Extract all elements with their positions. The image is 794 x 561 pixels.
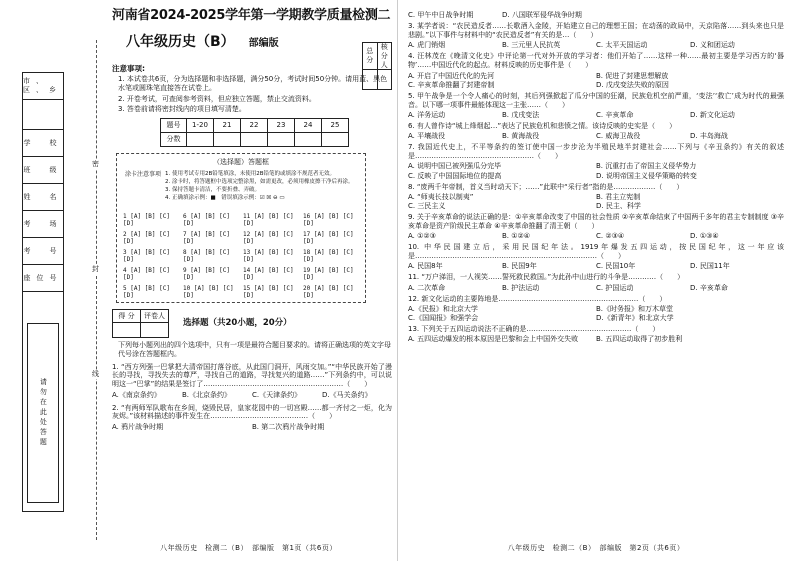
option: D. 八国联军侵华战争时期 <box>502 11 582 19</box>
section-header <box>112 309 392 338</box>
score-table-header: 25 <box>322 119 349 133</box>
option: B. 三元里人民抗英 <box>502 41 561 50</box>
score-table-header: 题号 <box>161 119 187 133</box>
option: D. 新文化运动 <box>690 110 735 119</box>
score-table-header: 24 <box>295 119 322 133</box>
question-text: 3. 某学者说：“农民造反者……长歌酒入金陵，开始建立自己的理想王国；在动荡的政局中，天京陷落……到头来也只是悲剧。”以下事件与材料中的“农民造反者”有关的是…（ ） <box>408 22 784 40</box>
answer-card-note: 2. 涂卡时，将答题框中选项完整涂黑，如需更改，必须用橡皮擦干净后再涂。 <box>165 178 354 185</box>
question-options <box>408 11 784 20</box>
score-table-cell[interactable] <box>214 133 241 147</box>
bubble-row[interactable]: 3 [A] [B] [C] [D] <box>123 248 170 264</box>
strip-field-class: 班 级 <box>23 157 63 184</box>
option: D. 民国11年 <box>690 262 730 271</box>
option: C. 辛亥革命 <box>596 110 634 119</box>
option: A. 二次革命 <box>408 283 446 292</box>
question-text: 11. “万户涕泪，一人视笑……誓死救民救国。”为此孙中山进行的斗争是…………（ ） <box>408 273 685 282</box>
notice <box>112 64 392 114</box>
question-options <box>408 162 784 180</box>
page-footer: 八年级历史 检测二（B） 部编版 第1页（共6页） <box>160 544 337 553</box>
option: B. ①②④ <box>502 232 531 241</box>
notice-item: 3. 答卷前请将密封线内的项目填写清楚。 <box>118 105 246 114</box>
total-score-box <box>362 42 392 90</box>
bubble-row[interactable]: 9 [A] [B] [C] [D] <box>183 266 230 282</box>
bubble-row[interactable]: 8 [A] [B] [C] [D] <box>183 248 230 264</box>
cut-word-feng: 封 <box>92 265 99 273</box>
question-text: 7. 我国近代史上，不平等条约的签订使中国一步步沦为半殖民地半封建社会……下列与《辛丑条约》有关的叙述是……………………………………………（ ） <box>408 143 784 161</box>
subject-name: 八年级历史（B） <box>126 34 235 51</box>
option: D.《新青年》和北京大学 <box>596 313 674 322</box>
page-one-content <box>112 8 392 432</box>
score-table <box>160 118 349 147</box>
answer-card-label: 涂卡注意事项 <box>125 171 162 179</box>
option: B. 促进了封建思想解放 <box>596 71 669 80</box>
option: A.《南京条约》 <box>112 390 161 399</box>
option: A. 开启了中国近代化的先河 <box>408 71 495 80</box>
option: A. 虎门销烟 <box>408 41 446 50</box>
question-text: 2. “有两师军队歌布在乡间，烧毁民居，皇家花园中的一切宫殿……都一齐付之一炬，化为灰烬。”该材料描述的事件发生在……………………………………（ ） <box>112 403 392 421</box>
question-text: 4. 汪林茂在《晚清文化史》中评论第一代对外开放的学习者：他们开始了……这样一种……最初主要是学习西方的‘器物’……中国近代化的起点。材料反映的历史事件是（ ） <box>408 52 784 70</box>
option: C. 反映了中国国际地位的提高 <box>408 171 502 180</box>
notice-heading: 注意事项: <box>112 63 145 73</box>
option: B. 民国9年 <box>502 262 537 271</box>
bubble-row[interactable]: 6 [A] [B] [C] [D] <box>183 212 230 228</box>
question-text: 12. 新文化运动的主要阵地是……………………………………………………（ ） <box>408 294 667 303</box>
option: B. 第二次鸦片战争时期 <box>252 423 325 432</box>
notice-item: 2. 开卷考试，可查阅参考资料，但应独立答题，禁止交流资料。 <box>118 94 316 103</box>
bubble-row[interactable]: 19 [A] [B] [C] [D] <box>303 266 354 282</box>
cut-line <box>96 40 97 540</box>
page-two <box>397 0 794 561</box>
option: A. 平壤战役 <box>408 132 446 141</box>
bubble-row[interactable]: 1 [A] [B] [C] [D] <box>123 212 170 228</box>
option: B. 戊戌变法 <box>502 110 540 119</box>
option: B.《时务报》和万木草堂 <box>596 304 674 313</box>
answer-card-heading: （选择题）答题框 <box>213 158 269 167</box>
score-table-header: 1-20 <box>187 119 214 133</box>
edition: 部编版 <box>248 38 279 50</box>
option: A. 民国8年 <box>408 262 443 271</box>
option: D. 辛亥革命 <box>690 283 728 292</box>
seal-box <box>27 323 59 503</box>
option: C. 护国运动 <box>596 283 634 292</box>
section-score-cell[interactable] <box>113 323 141 338</box>
bubble-grid <box>123 213 359 300</box>
option: C. 威海卫战役 <box>596 132 641 141</box>
score-table-header: 23 <box>268 119 295 133</box>
score-table-cell[interactable] <box>295 133 322 147</box>
strip-blank <box>23 100 63 130</box>
checker-cell[interactable] <box>377 70 392 90</box>
answer-card-note: 4. 正确填涂示例：■ 错误填涂示例：☑ ☒ ⊖ ▭ <box>165 194 285 201</box>
answer-card-note: 3. 保持答题卡清洁，不要折叠、弄破。 <box>165 186 260 193</box>
option: A. 鸦片战争时期 <box>112 423 164 432</box>
strip-field-seat: 座位号 <box>23 265 63 292</box>
notice-item: 1. 本试卷共6页，分为选择题和非选择题，满分50分，考试时间50分钟。请用蓝、黑色水笔或圆珠笔直接答在试卷上。 <box>118 75 388 92</box>
bubble-row[interactable]: 15 [A] [B] [C] [D] <box>243 284 294 300</box>
strip-field-school: 学 校 <box>23 130 63 157</box>
answer-card-notes <box>123 171 359 203</box>
bubble-row[interactable]: 5 [A] [B] [C] [D] <box>123 284 170 300</box>
bubble-row[interactable]: 13 [A] [B] [C] [D] <box>243 248 294 264</box>
strip-field-room: 考 场 <box>23 211 63 238</box>
section-score-box <box>112 309 169 338</box>
option: C. 三民主义 <box>408 201 446 210</box>
bubble-row[interactable]: 17 [A] [B] [C] [D] <box>303 230 354 246</box>
option: C. 民国10年 <box>596 262 636 271</box>
bubble-row[interactable]: 11 [A] [B] [C] [D] <box>243 212 294 228</box>
section-note: 下列每小题列出的四个选项中，只有一项是最符合题目要求的。请将正确选项的英文字母代号涂在答题框内。 <box>118 341 391 358</box>
score-table-cell[interactable] <box>268 133 295 147</box>
page-two-content <box>408 10 784 344</box>
bubble-row[interactable]: 2 [A] [B] [C] [D] <box>123 230 170 246</box>
question-options <box>408 232 784 241</box>
seal-text: 请勿在此处答题 <box>39 378 48 448</box>
score-table-cell[interactable] <box>322 133 349 147</box>
option: A. 洋务运动 <box>408 110 446 119</box>
strip-field-district: 市、区、乡 <box>23 73 63 100</box>
section-grader-header: 评卷人 <box>141 310 169 323</box>
option: A. 五四运动爆发的根本原因是巴黎和会上中国外交失败 <box>408 335 579 343</box>
question-options <box>408 262 784 271</box>
question-text: 9. 关于辛亥革命的说法正确的是：①辛亥革命改变了中国的社会性质 ②辛亥革命结束了中国两千多年的君主专制制度 ③辛亥革命是资产阶级民主革命 ④辛亥革命推翻了清王朝（ ） <box>408 212 784 230</box>
bubble-row[interactable]: 7 [A] [B] [C] [D] <box>183 230 230 246</box>
score-table-cell[interactable] <box>241 133 268 147</box>
bubble-row[interactable]: 14 [A] [B] [C] [D] <box>243 266 294 282</box>
option: B. 五四运动取得了初步胜利 <box>596 335 683 343</box>
exam-title: 河南省2024-2025学年第一学期教学质量检测二 <box>112 8 391 23</box>
section-score-header: 得 分 <box>113 310 141 323</box>
question-text: 13. 下列关于五四运动说法不正确的是………………………………………（ ） <box>408 324 660 333</box>
subject-title <box>126 34 392 52</box>
answer-card-note: 1. 使用考试专用2B铅笔填涂，未使用2B铅笔的或填涂不规范者无效。 <box>165 170 336 177</box>
bubble-row[interactable]: 12 [A] [B] [C] [D] <box>243 230 294 246</box>
question-text: 8. “废两千年帝制，首义当时动天下；……”此联中“采行者”指的是………………（ ） <box>408 182 684 191</box>
bubble-row[interactable]: 4 [A] [B] [C] [D] <box>123 266 170 282</box>
option: C. 甲午中日战争时期 <box>408 11 474 19</box>
total-score-cell[interactable] <box>363 70 378 90</box>
section-grader-cell[interactable] <box>141 323 169 338</box>
option: D.《马关条约》 <box>322 390 372 399</box>
question-text: 10. 中华民国建立后，采用民国纪年法。1919年爆发五四运动，按民国纪年，这一年应该是……………………………………………………………………（ ） <box>408 243 784 261</box>
option: B. 沉重打击了帝国主义侵华势力 <box>596 162 697 171</box>
question-options <box>408 305 784 323</box>
option: B. 护法运动 <box>502 283 540 292</box>
question-options <box>408 335 784 344</box>
option: B. 君主立宪制 <box>596 192 641 201</box>
question-text: 6. 有人曾作诗“城上烽烟起…”表达了民族危机和悲愤之情。该诗反映的史实是（ ） <box>408 122 677 131</box>
option: D. ①③④ <box>690 232 719 241</box>
question-options <box>408 193 784 211</box>
option: A. ①②③ <box>408 232 436 241</box>
question-options <box>408 284 784 293</box>
score-table-label: 分数 <box>161 133 187 147</box>
strip-field-name: 姓 名 <box>23 184 63 211</box>
strip-field-number: 考 号 <box>23 238 63 265</box>
bubble-row[interactable]: 16 [A] [B] [C] [D] <box>303 212 354 228</box>
option: D. 戊戌变法失败的原因 <box>596 80 669 89</box>
question-options <box>408 72 784 90</box>
question-options <box>408 41 784 50</box>
section-title: 选择题（共20小题，20分） <box>183 318 292 329</box>
question-options <box>112 391 392 400</box>
option: D. 义和团运动 <box>690 41 735 50</box>
option: C. ②③④ <box>596 232 625 241</box>
question-options <box>408 132 784 141</box>
checker-header: 核分人 <box>377 43 392 70</box>
question-options <box>408 111 784 120</box>
total-score-header: 总 分 <box>363 43 378 70</box>
page-footer: 八年级历史 检测二（B） 部编版 第2页（共6页） <box>507 544 685 553</box>
binding-strip <box>22 72 64 512</box>
cut-word-mi: 密 <box>92 160 99 168</box>
option: C.《天津条约》 <box>252 390 302 399</box>
option: B. 黄海战役 <box>502 132 540 141</box>
option: A.《民报》和北京大学 <box>408 304 478 313</box>
bubble-row[interactable]: 10 [A] [B] [C] [D] <box>183 284 234 300</box>
option: B.《北京条约》 <box>182 390 232 399</box>
score-table-header: 22 <box>241 119 268 133</box>
score-table-cell[interactable] <box>187 133 214 147</box>
score-table-header: 21 <box>214 119 241 133</box>
option: D. 民主、科学 <box>596 201 641 210</box>
option: C. 太平天国运动 <box>596 41 648 50</box>
option: C.《国闻报》和强学会 <box>408 313 479 322</box>
option: D. 说明帝国主义侵华策略的转变 <box>596 171 697 180</box>
question-options <box>112 423 392 432</box>
option: A. 说明中国已被列强瓜分完毕 <box>408 162 502 171</box>
question-text: 1. “西方列强一巴掌把大清帝国打落谷底，从此国门洞开，风雨交加。”“中华民族开始了漫长的寻找，寻找失去的尊严，寻找自己的道路，寻找复兴的道路……”下列条约中，可以说明这一“巴掌”的结果是签订了……………………………………………………（ ） <box>112 362 392 389</box>
answer-card <box>116 153 366 303</box>
option: C. 辛亥革命推翻了封建帝制 <box>408 80 495 89</box>
bubble-row[interactable]: 18 [A] [B] [C] [D] <box>303 248 354 264</box>
cut-word-xian: 线 <box>92 370 99 378</box>
bubble-row[interactable]: 20 [A] [B] [C] [D] <box>303 284 354 300</box>
option: A. “师夷长技以制夷” <box>408 192 474 201</box>
option: D. 丰岛海战 <box>690 132 728 141</box>
question-text: 5. 甲午战争是一个令人痛心的时刻，其后列强掀起了瓜分中国的狂潮，民族危机空前严重，‘变法’‘救亡’成为时代的最强音。以下哪一项事件最能体现这一主张……（ ） <box>408 91 784 109</box>
